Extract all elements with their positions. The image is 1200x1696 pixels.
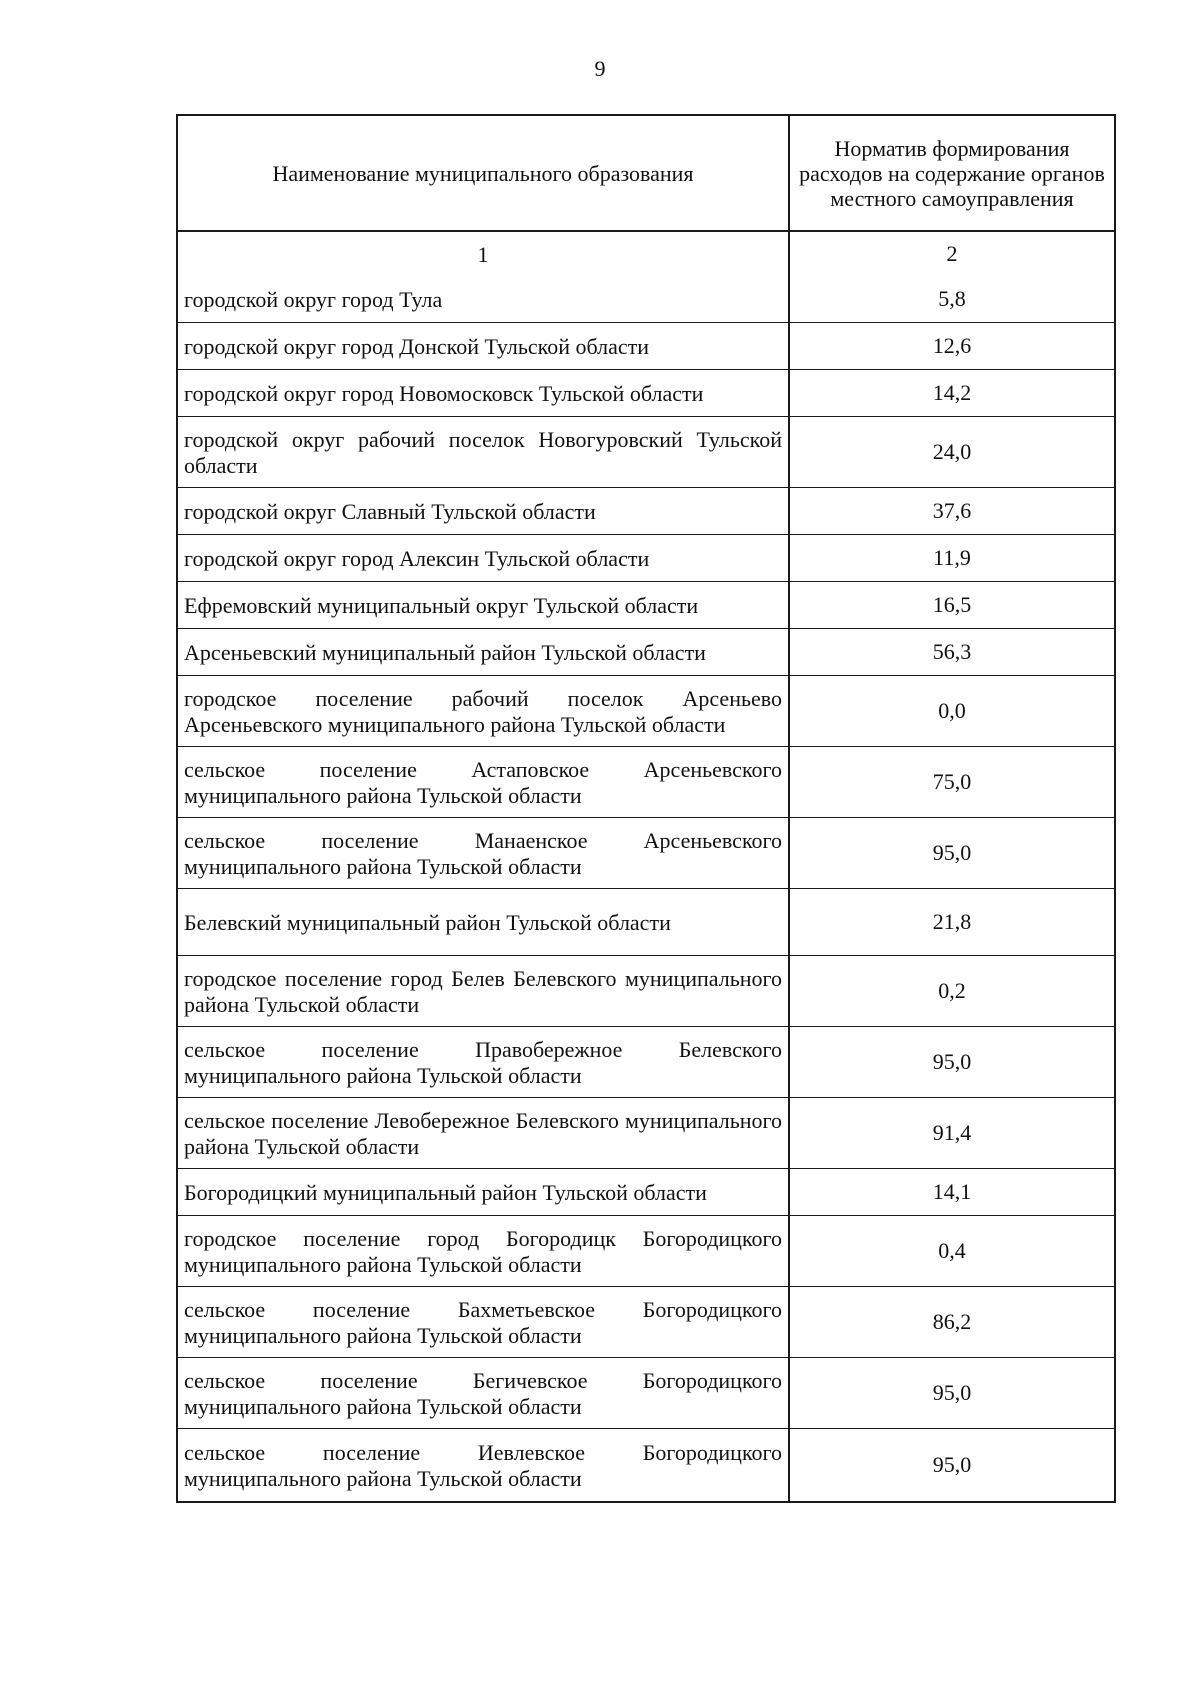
municipality-name-cell bbox=[178, 582, 790, 628]
table-header-row bbox=[178, 116, 1114, 231]
table-row bbox=[178, 1357, 1114, 1428]
municipality-name-cell bbox=[178, 276, 790, 322]
header-municipality-name-text: Наименование муниципального образования bbox=[272, 161, 694, 186]
table-row bbox=[178, 487, 1114, 534]
expense-norm-value: 56,3 bbox=[932, 639, 972, 664]
expense-norm-value: 91,4 bbox=[932, 1120, 972, 1145]
municipality-name: Ефремовский муниципальный округ Тульской области bbox=[184, 593, 699, 618]
municipality-name: городское поселение город Белев Белевского муниципального района Тульской области bbox=[184, 966, 782, 1017]
table-row bbox=[178, 1168, 1114, 1215]
expense-norm-value: 12,6 bbox=[932, 333, 972, 358]
municipality-name: сельское поселение Левобережное Белевского муниципального района Тульской области bbox=[184, 1108, 782, 1159]
expense-norm-value: 37,6 bbox=[932, 498, 972, 523]
header-municipality-name bbox=[178, 116, 790, 230]
municipality-name-cell bbox=[178, 488, 790, 534]
municipality-name-cell bbox=[178, 417, 790, 487]
municipality-name: городской округ город Алексин Тульской области bbox=[184, 546, 650, 571]
expense-norm-value: 95,0 bbox=[932, 840, 972, 865]
municipality-name-cell bbox=[178, 1027, 790, 1097]
municipality-name-cell bbox=[178, 1216, 790, 1286]
table-row bbox=[178, 628, 1114, 675]
municipality-name-cell bbox=[178, 1358, 790, 1428]
municipality-name-cell bbox=[178, 956, 790, 1026]
column-number-2: 2 bbox=[946, 241, 958, 266]
table-row bbox=[178, 817, 1114, 888]
column-number-1 bbox=[178, 232, 790, 276]
municipality-name-cell bbox=[178, 370, 790, 416]
municipality-name: сельское поселение Бегичевское Богородицкого муниципального района Тульской области bbox=[184, 1368, 782, 1419]
municipality-name: городской округ рабочий поселок Новогуровский Тульской области bbox=[184, 427, 782, 478]
municipality-name-cell bbox=[178, 889, 790, 955]
table-row bbox=[178, 369, 1114, 416]
expense-norm-value: 14,1 bbox=[932, 1179, 972, 1204]
municipality-name-cell bbox=[178, 1098, 790, 1168]
municipality-name: сельское поселение Астаповское Арсеньевского муниципального района Тульской области bbox=[184, 757, 782, 808]
expense-norm-value: 95,0 bbox=[932, 1380, 972, 1405]
municipality-name-cell bbox=[178, 629, 790, 675]
header-expense-norm: Норматив формирования расходов на содержание органов местного самоуправления bbox=[799, 135, 1105, 211]
expense-norm-value: 0,2 bbox=[938, 978, 966, 1003]
municipality-name-cell bbox=[178, 747, 790, 817]
expense-norm-value: 14,2 bbox=[932, 380, 972, 405]
table-row bbox=[178, 534, 1114, 581]
municipality-name: Богородицкий муниципальный район Тульской области bbox=[184, 1180, 707, 1205]
municipality-name: городской округ Славный Тульской области bbox=[184, 499, 596, 524]
municipality-name: сельское поселение Иевлевское Богородицкого муниципального района Тульской области bbox=[184, 1440, 782, 1491]
expense-norm-value: 11,9 bbox=[933, 545, 971, 570]
table-row bbox=[178, 888, 1114, 955]
page-number: 9 bbox=[594, 56, 606, 81]
expense-norm-value: 86,2 bbox=[932, 1309, 972, 1334]
expense-norm-value: 95,0 bbox=[932, 1049, 972, 1074]
municipality-name: городское поселение город Богородицк Богородицкого муниципального района Тульской области bbox=[184, 1226, 782, 1277]
table-row bbox=[178, 1428, 1114, 1501]
municipality-name-cell bbox=[178, 535, 790, 581]
municipality-name-cell bbox=[178, 818, 790, 888]
municipality-name: городской округ город Новомосковск Тульской области bbox=[184, 381, 704, 406]
table-row bbox=[178, 675, 1114, 746]
municipality-name: городское поселение рабочий поселок Арсеньево Арсеньевского муниципального района Тульской области bbox=[184, 686, 782, 737]
table-row bbox=[178, 955, 1114, 1026]
table-row bbox=[178, 1215, 1114, 1286]
table-row bbox=[178, 1097, 1114, 1168]
table-row bbox=[178, 416, 1114, 487]
expense-norm-value: 21,8 bbox=[932, 909, 972, 934]
norms-table bbox=[176, 114, 1116, 1503]
table-row bbox=[178, 1026, 1114, 1097]
expense-norm-value: 16,5 bbox=[932, 592, 972, 617]
table-numbering-row bbox=[178, 231, 1114, 276]
municipality-name-cell bbox=[178, 323, 790, 369]
municipality-name: сельское поселение Манаенское Арсеньевского муниципального района Тульской области bbox=[184, 828, 782, 879]
municipality-name: Белевский муниципальный район Тульской области bbox=[184, 910, 671, 935]
municipality-name-cell bbox=[178, 1287, 790, 1357]
column-number-1-text: 1 bbox=[477, 242, 489, 267]
expense-norm-value: 75,0 bbox=[932, 769, 972, 794]
table-row bbox=[178, 1286, 1114, 1357]
table-row bbox=[178, 322, 1114, 369]
municipality-name: сельское поселение Правобережное Белевского муниципального района Тульской области bbox=[184, 1037, 782, 1088]
municipality-name-cell bbox=[178, 676, 790, 746]
municipality-name: городской округ город Донской Тульской области bbox=[184, 334, 650, 359]
expense-norm-value: 5,8 bbox=[938, 286, 966, 311]
table-row bbox=[178, 581, 1114, 628]
expense-norm-value: 95,0 bbox=[932, 1452, 972, 1477]
expense-norm-value: 0,0 bbox=[938, 698, 966, 723]
table-row bbox=[178, 746, 1114, 817]
expense-norm-value: 0,4 bbox=[938, 1238, 966, 1263]
expense-norm-value: 24,0 bbox=[932, 439, 972, 464]
municipality-name-cell bbox=[178, 1169, 790, 1215]
table-row bbox=[178, 276, 1114, 322]
municipality-name: сельское поселение Бахметьевское Богородицкого муниципального района Тульской области bbox=[184, 1297, 782, 1348]
municipality-name: Арсеньевский муниципальный район Тульской области bbox=[184, 640, 706, 665]
municipality-name-cell bbox=[178, 1429, 790, 1501]
municipality-name: городской округ город Тула bbox=[184, 287, 443, 312]
